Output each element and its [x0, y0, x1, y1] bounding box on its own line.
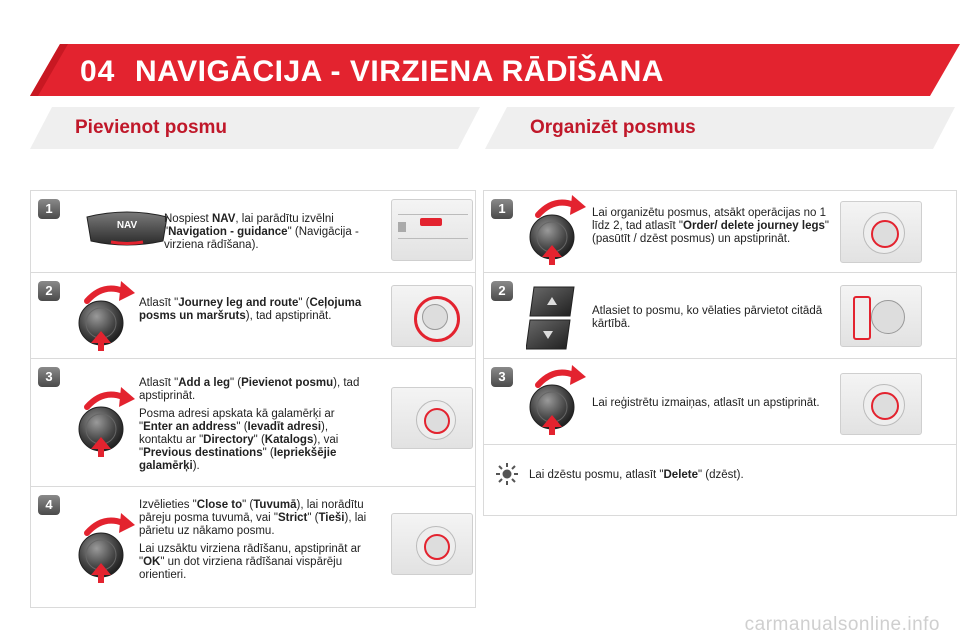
add-leg-panel: [30, 190, 476, 608]
console-thumbnail: [391, 285, 473, 347]
step-number-badge: 1: [38, 199, 60, 219]
step-text: Atlasīt "Journey leg and route" (Ceļojuma posms un maršruts), tad apstiprināt.: [139, 297, 362, 322]
console-thumbnail: [840, 285, 922, 347]
organize-legs-panel: [483, 190, 957, 516]
step-text: Nospiest NAV, lai parādītu izvēlni "Navigation - guidance" (Navigācija - virziena rādīšana).: [164, 213, 359, 251]
note-text: Lai dzēstu posmu, atlasīt "Delete" (dzēst).: [529, 469, 744, 481]
add-leg-step-4: [31, 487, 475, 607]
section-title-add-leg: Pievienot posmu: [75, 117, 228, 138]
rotary-knob-icon: [524, 191, 590, 280]
console-thumbnail: [391, 199, 473, 261]
section-title-organize-legs: Organizēt posmus: [530, 117, 696, 138]
step-text: Atlasīt "Add a leg" (Pievienot posmu), tad apstiprināt. Posma adresi apskata kā galamērķi ar "Enter an address" (Ievadīt adresi), kontaktu ar "Directory" (Katalogs), vai "Previous destinations" (Iepriekšējie galamērķi).: [139, 377, 360, 472]
add-leg-step-1: [31, 191, 475, 273]
chapter-number: 04: [80, 55, 116, 88]
step-number-badge: 2: [491, 281, 513, 301]
step-number-badge: 1: [491, 199, 513, 219]
organize-step-1: [484, 191, 956, 273]
console-thumbnail: [391, 513, 473, 575]
section-header-left: [30, 107, 480, 149]
console-thumbnail: [840, 201, 922, 263]
step-text: Atlasiet to posmu, ko vēlaties pārvietot citādā kārtībā.: [592, 305, 823, 330]
organize-step-3: [484, 359, 956, 445]
step-text: Lai organizētu posmus, atsākt operācijas no 1 līdz 2, tad atlasīt "Order/ delete journey legs" (pasūtīt / dzēst posmus) un apstiprināt.: [592, 207, 830, 245]
add-leg-step-3: [31, 359, 475, 487]
nav-button-icon: [81, 209, 173, 254]
step-text: Izvēlieties "Close to" (Tuvumā), lai norādītu pāreju posma tuvumā, vai "Strict" (Tieši), lai pārietu uz nākamo posmu. Lai uzsāktu virziena rādīšanu, apstiprināt ar "OK" un dot virziena rādīšanai vispārēju orientieri.: [139, 499, 367, 581]
step-number-badge: 3: [491, 367, 513, 387]
rotary-knob-icon: [73, 509, 139, 598]
page-title: NAVIGĀCIJA - VIRZIENA RĀDĪŠANA: [135, 55, 664, 88]
up-down-buttons-icon: [526, 283, 578, 358]
rotary-knob-icon: [524, 361, 590, 450]
step-number-badge: 4: [38, 495, 60, 515]
watermark: carmanualsonline.info: [744, 614, 940, 635]
step-number-badge: 3: [38, 367, 60, 387]
step-number-badge: 2: [38, 281, 60, 301]
rotary-knob-icon: [73, 383, 139, 472]
console-thumbnail: [840, 373, 922, 435]
organize-note: [484, 445, 956, 515]
tip-sun-icon: [496, 463, 518, 490]
organize-step-2: [484, 273, 956, 359]
console-thumbnail: [391, 387, 473, 449]
section-header-right: [485, 107, 955, 149]
add-leg-step-2: [31, 273, 475, 359]
rotary-knob-icon: [73, 277, 139, 366]
step-text: Lai reģistrētu izmaiņas, atlasīt un apstiprināt.: [592, 397, 820, 409]
nav-key-label: NAV: [116, 220, 138, 231]
